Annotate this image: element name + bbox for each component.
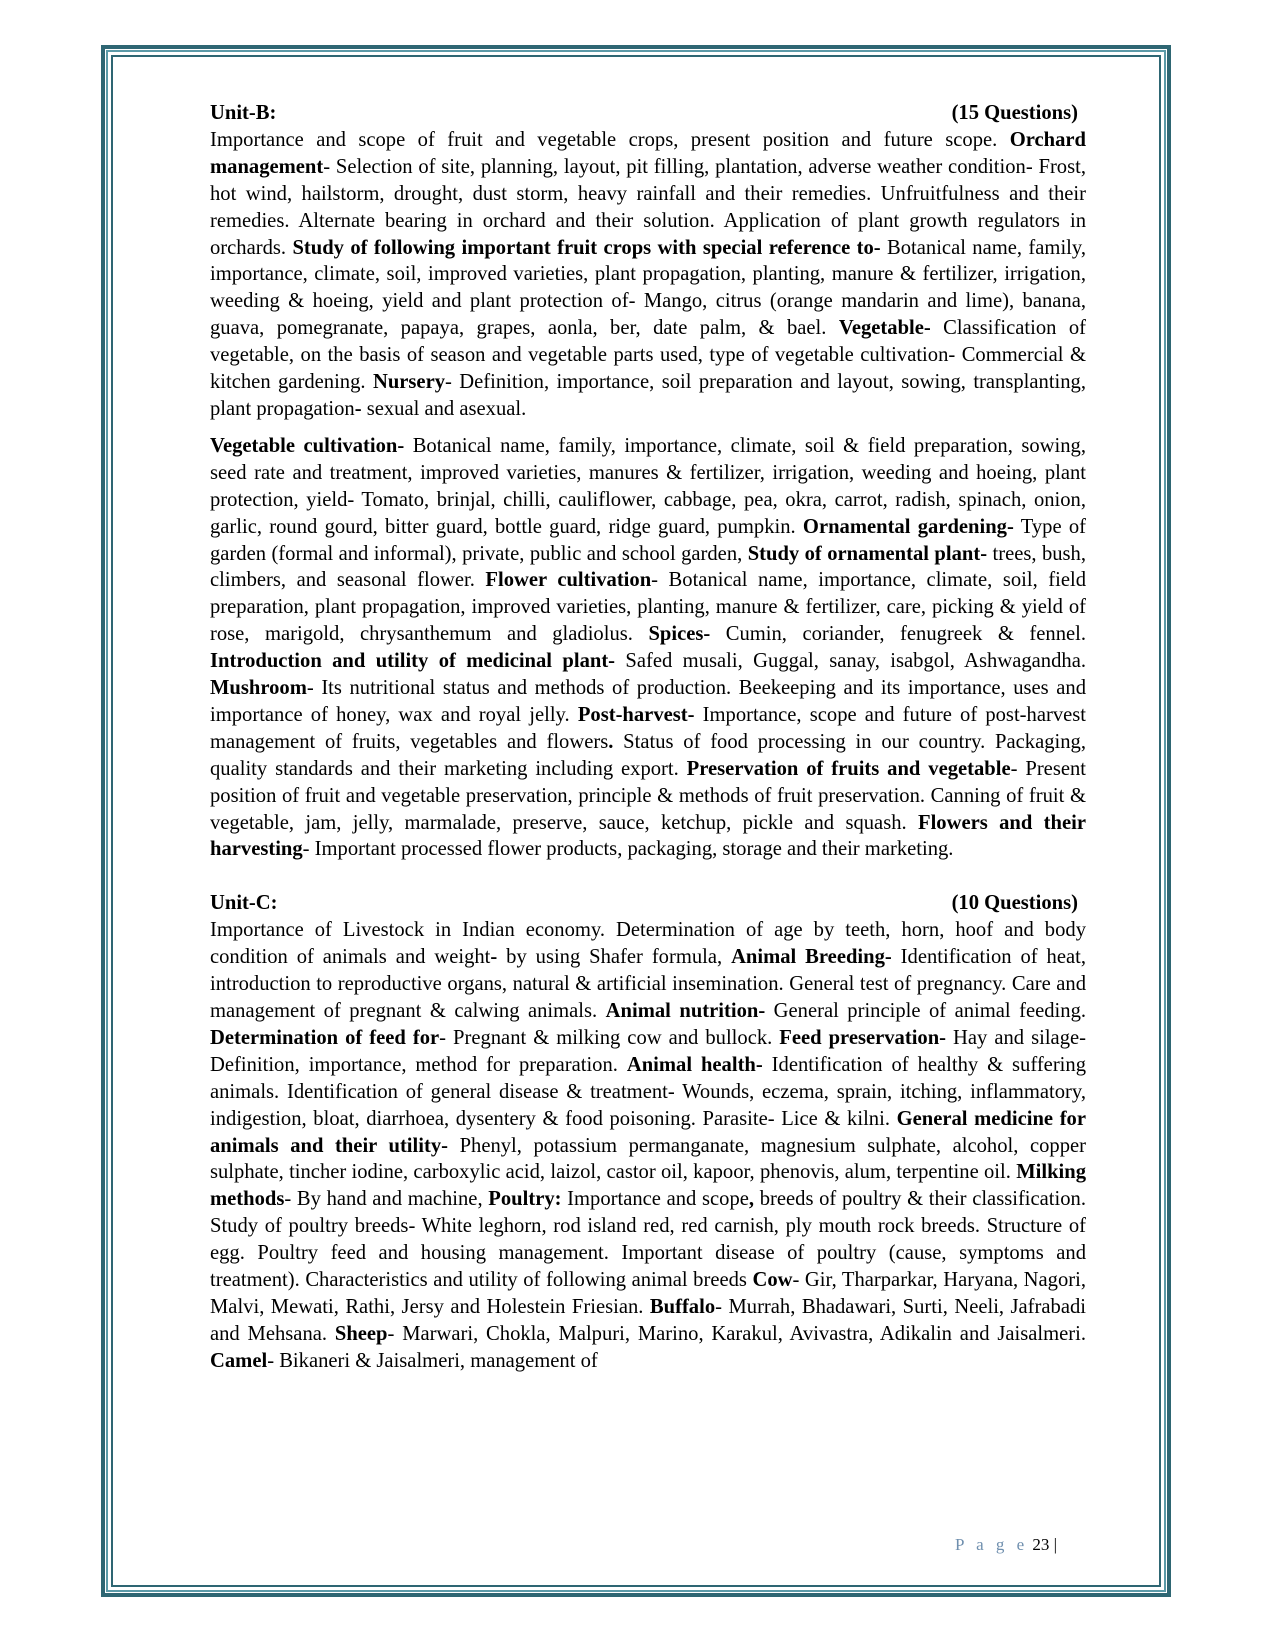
- text-run: - Present position of fruit and vegetable preservation, principle & methods of fruit preservation. Canning of fruit & vegetable, jam, jelly, marmalade, preserve, sauce, ketchup, pickle and squash.: [210, 757, 1086, 834]
- text-run: - Important processed flower products, packaging, storage and their marketing.: [302, 838, 954, 861]
- bold-term: Sheep: [334, 1322, 388, 1345]
- text-run: Importance and scope of fruit and vegetable crops, present position and future scope.: [210, 128, 1010, 151]
- text-run: Safed musali, Guggal, sanay, isabgol, Ashwagandha.: [615, 650, 1086, 673]
- bold-term: Preservation of fruits and vegetable: [686, 757, 1011, 780]
- text-run: - Pregnant & milking cow and bullock.: [439, 1026, 780, 1049]
- bold-term: Animal Breeding-: [731, 946, 892, 969]
- text-run: breeds of poultry & their classification. Study of poultry breeds- White leghorn, rod island red, red carnish, ply mouth rock breeds. Structure of egg. Poultry feed and housing management. Important disease of poultry (cause, symptoms and treatment). Characteristics and utility of following animal breeds: [210, 1188, 1086, 1292]
- text-run: Hay and silage- Definition, importance, method for preparation.: [210, 1026, 1086, 1076]
- bold-term: Mushroom: [210, 677, 307, 700]
- text-run: Type of garden (formal and informal), private, public and school garden,: [210, 515, 1086, 565]
- bold-term: Cow: [752, 1269, 793, 1292]
- text-run: Botanical name, family, importance, climate, soil, improved varieties, plant propagation, planting, manure & fertilizer, irrigation, weeding & hoeing, yield and plant protection of- Mango, citrus (orange mandarin and lime), banana, guava, pomegranate, papaya, grapes, aonla, ber, date palm, & bael.: [210, 236, 1086, 340]
- bold-term: -: [354, 397, 362, 420]
- text-run: Importance and scope: [561, 1188, 749, 1211]
- bold-term: Animal health-: [626, 1053, 763, 1076]
- text-run: - Selection of site, planning, layout, pit filling, plantation, adverse weather condition- Frost, hot wind, hailstorm, drought, dust storm, heavy rainfall and their remedies. Unfruitfulness and their remedies. Alternate bearing in orchard and their solution. Application of plant growth regulators in orchards.: [210, 155, 1086, 259]
- bold-term: Camel: [210, 1349, 268, 1372]
- unit-c-question-count: (10 Questions): [951, 892, 1078, 915]
- page-label: P a g e: [955, 1535, 1029, 1554]
- bold-term: Buffalo: [649, 1295, 716, 1318]
- bold-term: Introduction and utility of medicinal plant-: [210, 650, 616, 673]
- page-number: 23: [1032, 1535, 1050, 1554]
- bold-term: Feed preservation-: [779, 1026, 947, 1049]
- bold-term: Study of ornamental plant-: [747, 542, 988, 565]
- unit-b-question-count: (15 Questions): [951, 102, 1078, 124]
- text-run: Phenyl, potassium permanganate, magnesium sulphate, alcohol, copper sulphate, tincher iodine, carboxylic acid, laizol, castor oil, kapoor, phenovis, alum, terpentine oil.: [210, 1134, 1086, 1184]
- bold-term: General medicine for animals and their utility-: [210, 1107, 1086, 1157]
- unit-c-title: Unit-C:: [210, 892, 278, 915]
- page-footer: [955, 1535, 1057, 1555]
- bold-term: .: [608, 730, 614, 753]
- text-run: trees, bush, climbers, and seasonal flower.: [210, 542, 1086, 592]
- text-run: Importance, scope and future of post-harvest management of fruits, vegetables and flowers: [210, 703, 1086, 753]
- bold-term: Post-harvest-: [577, 703, 695, 726]
- text-run: by using Shafer formula,: [497, 946, 732, 969]
- bold-term: Animal nutrition-: [605, 1000, 766, 1022]
- unit-c-heading: [210, 890, 1086, 917]
- text-run: Identification of healthy & suffering animals. Identification of general disease & treatment- Wounds, eczema, sprain, itching, inflammatory, indigestion, bloat, diarrhoea, dysentery & food poisoning. Parasite- Lice & kilni.: [210, 1053, 1086, 1130]
- bold-term: Flower cultivation: [485, 569, 652, 592]
- text-run: sexual and asexual.: [361, 397, 527, 420]
- bold-term: Vegetable cultivation-: [210, 434, 405, 457]
- text-run: Status of food processing in our country. Packaging, quality standards and their marketing including export.: [210, 730, 1086, 780]
- bold-term: Ornamental gardening-: [802, 515, 1014, 538]
- text-run: - Bikaneri & Jaisalmeri, management of: [267, 1349, 598, 1372]
- unit-b-heading: [210, 100, 1086, 127]
- text-run: Identification of heat, introduction to reproductive organs, natural & artificial insemination. General test of pregnancy. Care and management of pregnant & calwing animals.: [210, 946, 1087, 1022]
- bold-term: Study of following important fruit crops with special reference to-: [292, 236, 881, 259]
- bold-term: Poultry:: [488, 1188, 562, 1211]
- text-run: - Gir, Tharparkar, Haryana, Nagori, Malvi, Mewati, Rathi, Jersy and Holestein Friesian.: [210, 1269, 1087, 1318]
- unit-b-title: Unit-B:: [210, 102, 277, 124]
- text-run: - By hand and machine,: [284, 1188, 489, 1211]
- text-run: - Botanical name, importance, climate, soil, field preparation, plant propagation, improved varieties, planting, manure & fertilizer, care, picking & yield of rose, marigold, chrysanthemum and gladiolus.: [210, 569, 1086, 646]
- text-run: Botanical name, family, importance, climate, soil & field preparation, sowing, seed rate and treatment, improved varieties, manures & fertilizer, irrigation, weeding and hoeing, plant protection, yield- Tomato, brinjal, chilli, cauliflower, cabbage, pea, okra, carrot, radish, spinach, onion, garlic, round gourd, bitter guard, bottle guard, ridge guard, pumpkin.: [210, 434, 1086, 538]
- text-run: Cumin, coriander, fenugreek & fennel.: [710, 623, 1086, 646]
- unit-b-paragraph-2: [210, 433, 1086, 864]
- text-run: General principle of animal feeding.: [765, 1000, 1087, 1022]
- bold-term: Determination of feed for: [210, 1026, 440, 1049]
- page-content: [210, 100, 1086, 1375]
- bold-term: -: [490, 946, 498, 969]
- bold-term: Orchard management: [210, 128, 1086, 178]
- bold-term: Flowers and their harvesting: [210, 811, 1086, 861]
- bold-term: Spices-: [648, 623, 711, 646]
- unit-b-paragraph-1: [210, 127, 1086, 423]
- page-separator: |: [1053, 1535, 1058, 1554]
- text-run: - Murrah, Bhadawari, Surti, Neeli, Jafrabadi and Mehsana.: [210, 1295, 1086, 1345]
- text-run: Importance of Livestock in Indian economy. Determination of age by teeth, horn, hoof and body condition of animals and weight: [210, 919, 1086, 969]
- bold-term: Vegetable-: [838, 317, 931, 340]
- unit-c-paragraph-1: [210, 917, 1086, 1374]
- bold-term: Nursery: [372, 371, 446, 394]
- bold-term: ,: [748, 1188, 755, 1211]
- text-run: - Its nutritional status and methods of production. Beekeeping and its importance, uses and importance of honey, wax and royal jelly.: [210, 677, 1086, 726]
- text-run: Classification of vegetable, on the basis of season and vegetable parts used, type of vegetable cultivation- Commercial & kitchen gardening.: [210, 317, 1086, 394]
- text-run: - Definition, importance, soil preparation and layout, sowing, transplanting, plant propagation: [210, 371, 1086, 420]
- bold-term: Milking methods: [210, 1161, 1086, 1211]
- text-run: - Marwari, Chokla, Malpuri, Marino, Karakul, Avivastra, Adikalin and Jaisalmeri.: [387, 1322, 1086, 1345]
